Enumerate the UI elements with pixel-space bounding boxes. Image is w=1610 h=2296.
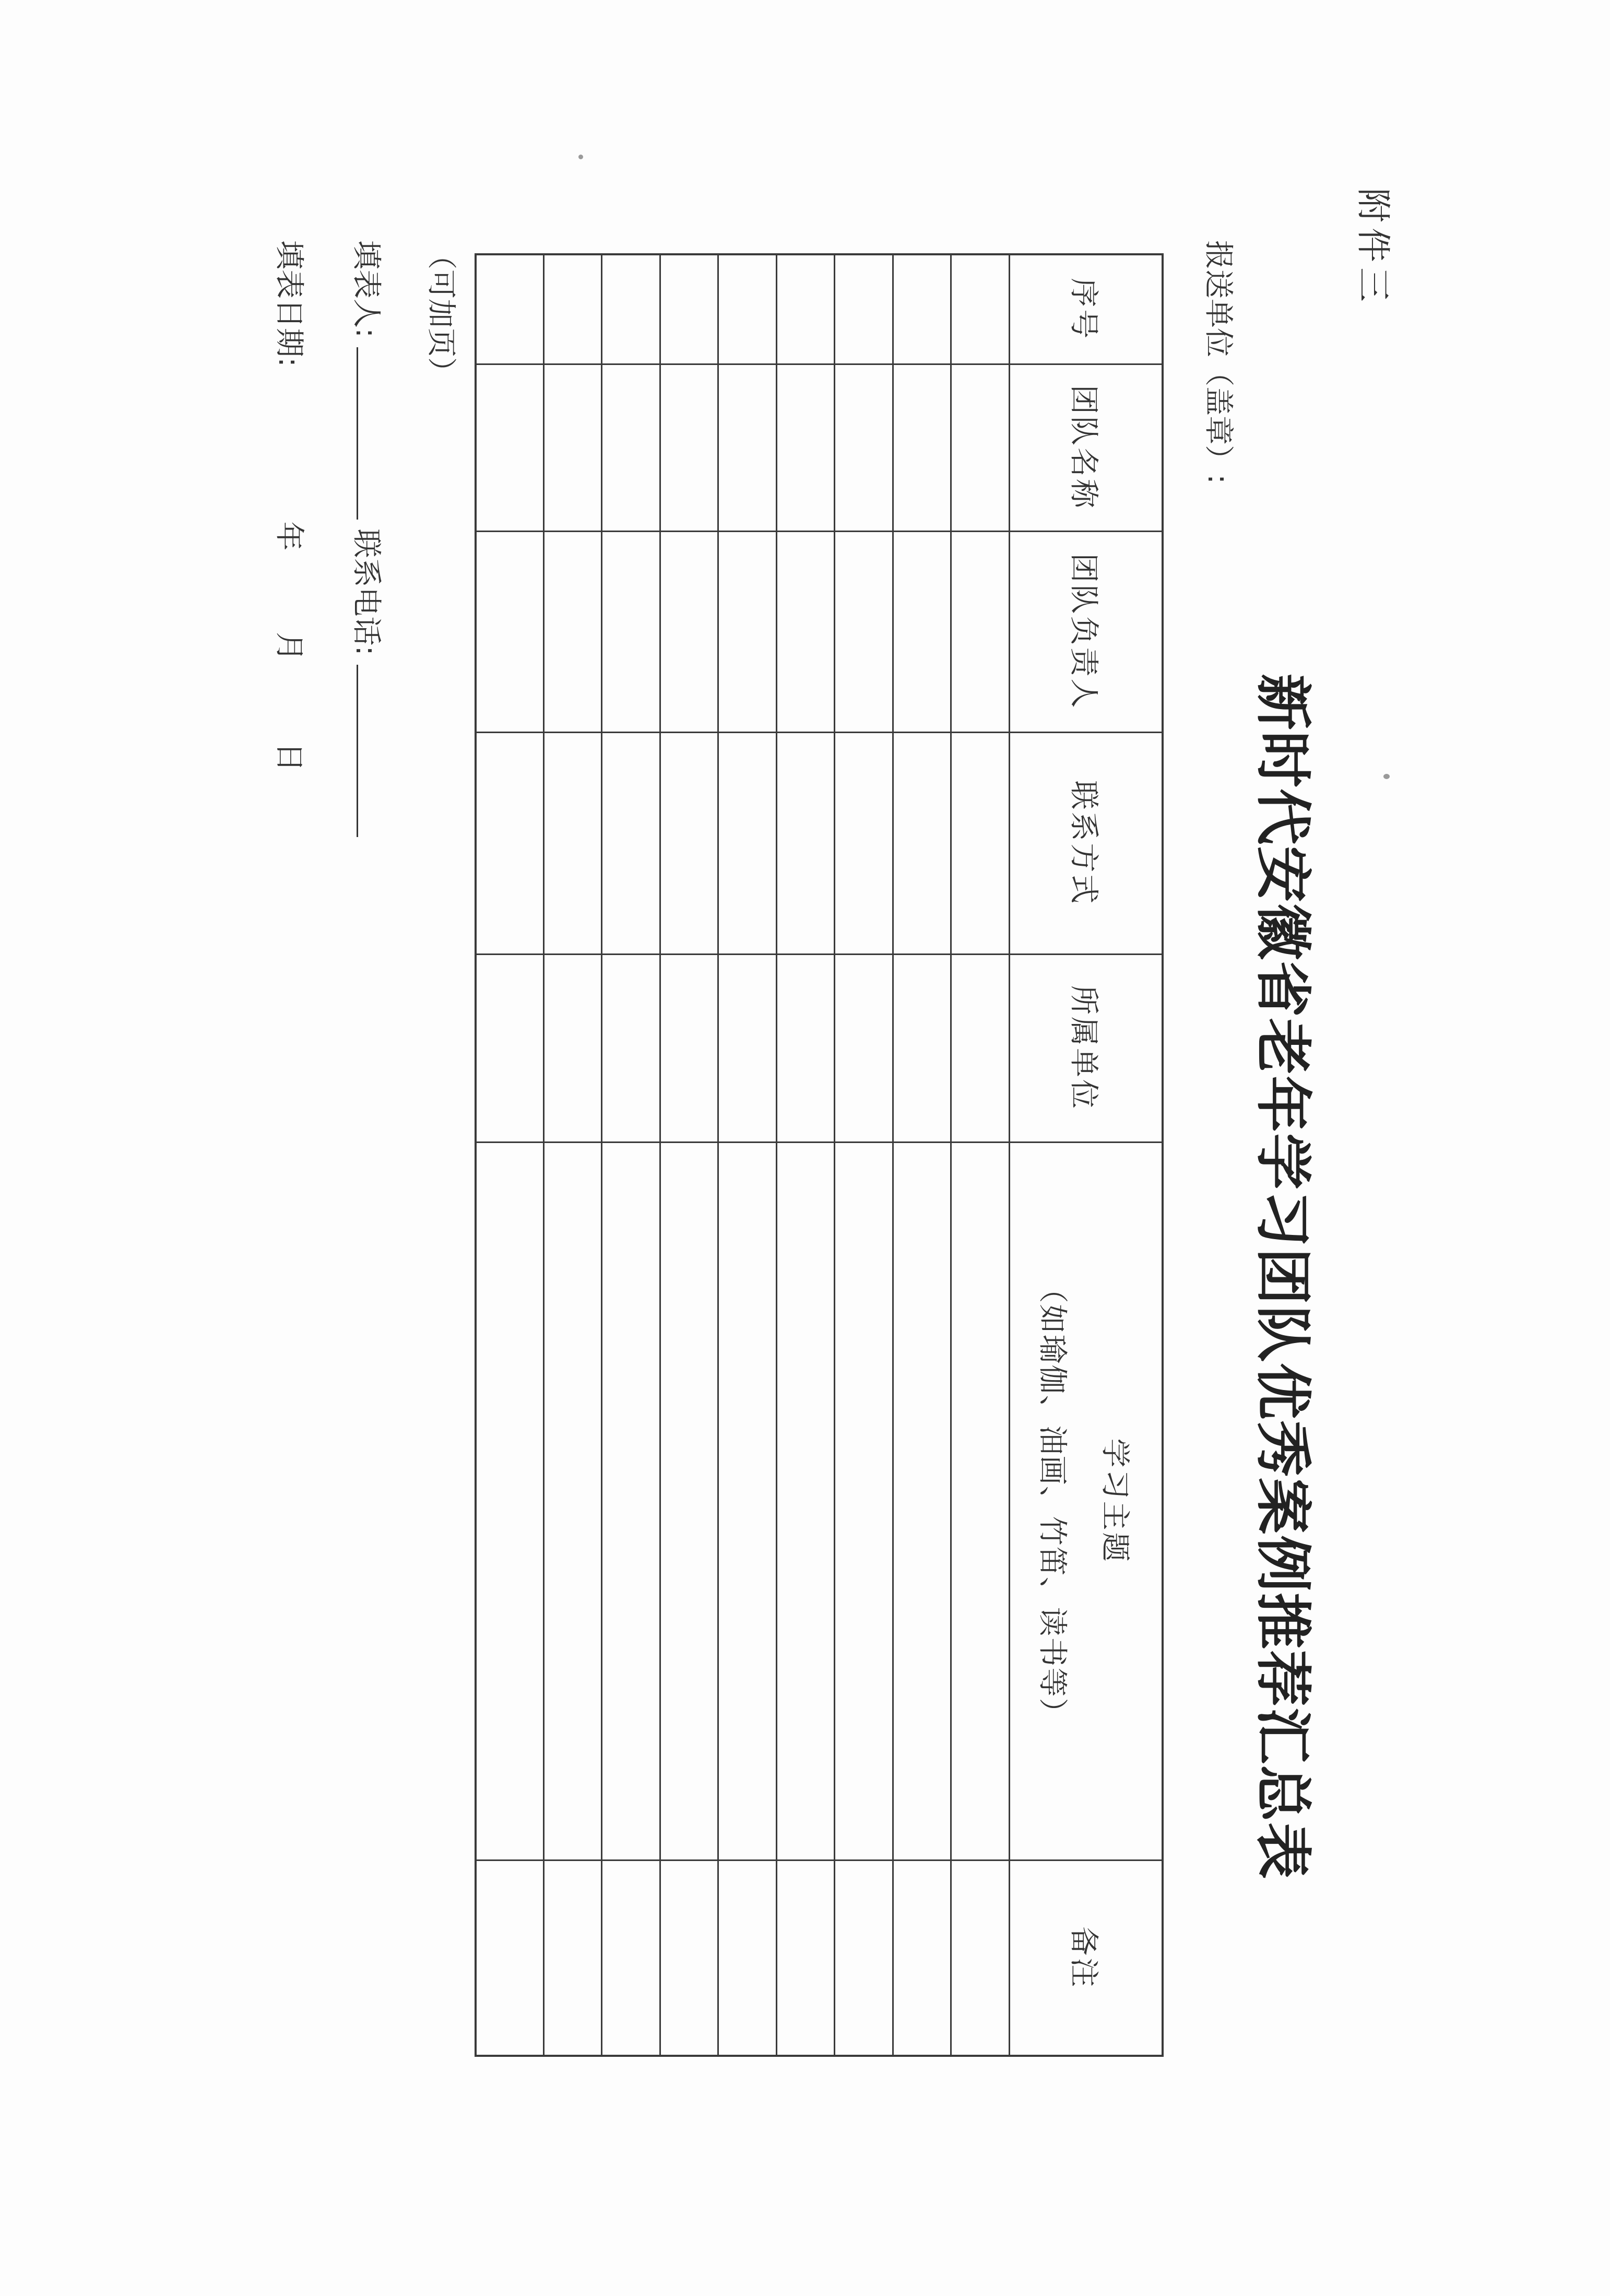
- table-cell[interactable]: [776, 531, 835, 732]
- table-cell[interactable]: [718, 254, 777, 364]
- phone-label: 联系电话:: [349, 528, 383, 656]
- header-study-theme-title: 学习主题: [1098, 1438, 1132, 1564]
- table-cell[interactable]: [776, 954, 835, 1142]
- table-body: [476, 254, 1010, 2056]
- table-row: [543, 254, 602, 2056]
- table-cell[interactable]: [476, 1860, 543, 2056]
- table-cell[interactable]: [718, 732, 777, 954]
- filler-row: [348, 240, 389, 837]
- table-cell[interactable]: [660, 732, 718, 954]
- table-cell[interactable]: [718, 1860, 777, 2056]
- table-cell[interactable]: [951, 954, 1010, 1142]
- table-cell[interactable]: [660, 364, 718, 531]
- table-cell[interactable]: [893, 1142, 951, 1860]
- table-cell[interactable]: [602, 1860, 660, 2056]
- date-row: [270, 240, 312, 772]
- header-affiliated-unit: 所属单位: [1010, 954, 1163, 1142]
- table-cell[interactable]: [660, 254, 718, 364]
- attachment-label: 附件三: [1353, 188, 1393, 307]
- table-cell[interactable]: [543, 732, 602, 954]
- table-row: [951, 254, 1010, 2056]
- table-cell[interactable]: [543, 254, 602, 364]
- filler-label: 填表人:: [349, 240, 383, 338]
- table-cell[interactable]: [835, 254, 893, 364]
- table-row: [660, 254, 718, 2056]
- header-remarks: 备注: [1010, 1860, 1163, 2056]
- table-cell[interactable]: [476, 1142, 543, 1860]
- table-cell[interactable]: [602, 1142, 660, 1860]
- table-cell[interactable]: [543, 531, 602, 732]
- table-cell[interactable]: [602, 531, 660, 732]
- table-cell[interactable]: [835, 531, 893, 732]
- table-cell[interactable]: [543, 364, 602, 531]
- table-cell[interactable]: [951, 732, 1010, 954]
- table-cell[interactable]: [602, 254, 660, 364]
- table-cell[interactable]: [835, 954, 893, 1142]
- reporting-unit-label: 报送单位（盖章）:: [1201, 240, 1235, 484]
- table-cell[interactable]: [602, 364, 660, 531]
- header-study-theme: [1010, 1142, 1163, 1860]
- table-row: [835, 254, 893, 2056]
- table-cell[interactable]: [543, 1142, 602, 1860]
- table-cell[interactable]: [476, 954, 543, 1142]
- date-day: 日: [272, 742, 306, 772]
- table-cell[interactable]: [718, 531, 777, 732]
- table-cell[interactable]: [893, 531, 951, 732]
- table-cell[interactable]: [893, 254, 951, 364]
- add-pages-note: （可加页）: [424, 240, 458, 386]
- table-cell[interactable]: [893, 364, 951, 531]
- header-serial-number: 序号: [1010, 254, 1163, 364]
- table-cell[interactable]: [776, 1142, 835, 1860]
- table-cell[interactable]: [476, 732, 543, 954]
- table-cell[interactable]: [893, 954, 951, 1142]
- table-row: [476, 254, 543, 2056]
- table-row: [602, 254, 660, 2056]
- table-cell[interactable]: [951, 1860, 1010, 2056]
- table-cell[interactable]: [660, 1860, 718, 2056]
- table-cell[interactable]: [543, 1860, 602, 2056]
- page-title: 新时代安徽省老年学习团队优秀案例推荐汇总表: [1250, 674, 1315, 1880]
- phone-input-line[interactable]: [357, 665, 363, 837]
- table-row: [718, 254, 777, 2056]
- table-cell[interactable]: [776, 1860, 835, 2056]
- table-row: [776, 254, 835, 2056]
- table-cell[interactable]: [476, 364, 543, 531]
- header-contact: 联系方式: [1010, 732, 1163, 954]
- table-cell[interactable]: [602, 732, 660, 954]
- table-cell[interactable]: [476, 254, 543, 364]
- table-cell[interactable]: [835, 1142, 893, 1860]
- header-team-name: 团队名称: [1010, 364, 1163, 531]
- table-cell[interactable]: [951, 254, 1010, 364]
- summary-table: [475, 253, 1164, 2057]
- table-cell[interactable]: [835, 732, 893, 954]
- header-team-leader: 团队负责人: [1010, 531, 1163, 732]
- table-cell[interactable]: [893, 1860, 951, 2056]
- table-cell[interactable]: [718, 364, 777, 531]
- filler-input-line[interactable]: [357, 347, 363, 520]
- table-header-row: [1010, 254, 1163, 2056]
- date-year: 年: [272, 521, 306, 551]
- table-cell[interactable]: [951, 531, 1010, 732]
- table-cell[interactable]: [951, 364, 1010, 531]
- date-label: 填表日期:: [272, 240, 306, 367]
- table-cell[interactable]: [776, 364, 835, 531]
- table-cell[interactable]: [718, 1142, 777, 1860]
- table-row: [893, 254, 951, 2056]
- date-month: 月: [272, 632, 306, 662]
- table-cell[interactable]: [835, 364, 893, 531]
- table-cell[interactable]: [776, 732, 835, 954]
- table-cell[interactable]: [602, 954, 660, 1142]
- table-cell[interactable]: [660, 954, 718, 1142]
- table-cell[interactable]: [660, 531, 718, 732]
- table-cell[interactable]: [476, 531, 543, 732]
- table-cell[interactable]: [543, 954, 602, 1142]
- table-cell[interactable]: [893, 732, 951, 954]
- table-cell[interactable]: [951, 1142, 1010, 1860]
- table-cell[interactable]: [776, 254, 835, 364]
- table-cell[interactable]: [718, 954, 777, 1142]
- table-cell[interactable]: [835, 1860, 893, 2056]
- header-study-theme-examples: （如瑜伽、油画、竹笛、读书等）: [1035, 1274, 1069, 1728]
- table-cell[interactable]: [660, 1142, 718, 1860]
